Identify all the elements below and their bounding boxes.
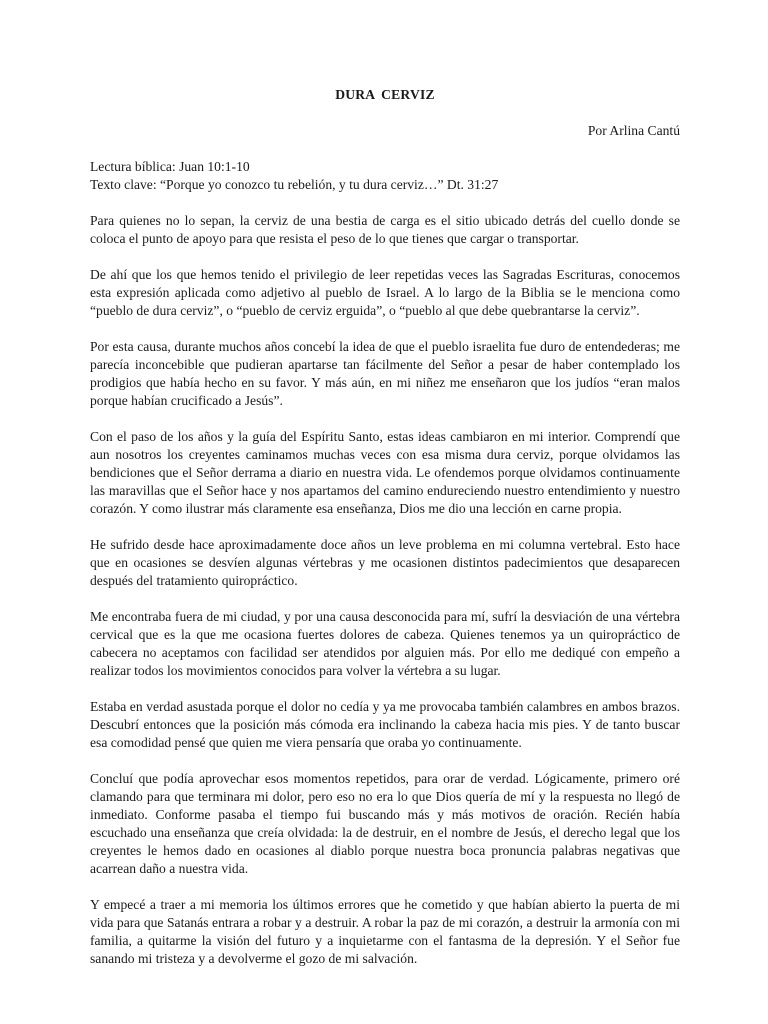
key-text: Texto clave: “Porque yo conozco tu rebelión, y tu dura cerviz…” Dt. 31:27 [90,177,499,192]
paragraph-5: He sufrido desde hace aproximadamente doce años un leve problema en mi columna vertebral. Esto hace que en ocasiones se desvíen algunas vértebras y me ocasionen distintos padecimientos que desaparecen después del tratamiento quiropráctico. [90,537,680,588]
document-author: Por Arlina Cantú [587,123,680,138]
document-page [90,86,680,986]
paragraph-6: Me encontraba fuera de mi ciudad, y por una causa desconocida para mí, sufrí la desviación de una vértebra cervical que es la que me ocasiona fuertes dolores de cabeza. Quienes tenemos ya un quiropráctico de cabecera no aceptamos con facilidad ser atendidos por alguien más. Por ello me dediqué con empeño a realizar todos los movimientos conocidos para volver la vértebra a su lugar. [90,609,680,678]
paragraph-7: Estaba en verdad asustada porque el dolor no cedía y ya me provocaba también calambres en ambos brazos. Descubrí entonces que la posición más cómoda era inclinando la cabeza hacia mis pies. Y de tanto buscar esa comodidad pensé que quien me viera pensaría que oraba yo continuamente. [90,699,680,750]
scripture-references [90,158,680,194]
paragraph-9: Y empecé a traer a mi memoria los últimos errores que he cometido y que habían abierto la puerta de mi vida para que Satanás entrara a robar y a destruir. A robar la paz de mi corazón, a destruir la armonía con mi familia, a quitarme la visión del futuro y a inquietarme con el fantasma de la depresión. Y el Señor fue sanando mi tristeza y a devolverme el gozo de mi salvación. [90,897,680,966]
paragraph-3: Por esta causa, durante muchos años concebí la idea de que el pueblo israelita fue duro de entendederas; me parecía inconcebible que pudieran apartarse tan fácilmente del Señor a pesar de haber contemplado los prodigios que había hecho en su favor. Y más aún, en mi niñez me enseñaron que los judíos “eran malos porque habían crucificado a Jesús”. [90,339,680,408]
paragraph-4: Con el paso de los años y la guía del Espíritu Santo, estas ideas cambiaron en mi interior. Comprendí que aun nosotros los creyentes caminamos muchas veces con esa misma dura cerviz, porque olvidamos las bendiciones que el Señor derrama a diario en nuestra vida. Le ofendemos porque olvidamos continuamente las maravillas que el Señor hace y nos apartamos del camino endureciendo nuestro entendimiento y nuestro corazón. Y como ilustrar más claramente esa enseñanza, Dios me dio una lección en carne propia. [90,429,680,516]
document-title: DURA CERVIZ [335,87,435,102]
reading-reference: Lectura bíblica: Juan 10:1-10 [90,159,250,174]
paragraph-1: Para quienes no lo sepan, la cerviz de una bestia de carga es el sitio ubicado detrás del cuello donde se coloca el punto de apoyo para que resista el peso de lo que tienes que cargar o transportar. [90,213,680,246]
paragraph-2: De ahí que los que hemos tenido el privilegio de leer repetidas veces las Sagradas Escrituras, conocemos esta expresión aplicada como adjetivo al pueblo de Israel. A lo largo de la Biblia se le menciona como “pueblo de dura cerviz”, o “pueblo de cerviz erguida”, o “pueblo al que debe quebrantarse la cerviz”. [90,267,680,318]
paragraph-8: Concluí que podía aprovechar esos momentos repetidos, para orar de verdad. Lógicamente, primero oré clamando para que terminara mi dolor, pero eso no era lo que Dios quería de mí y la respuesta no llegó de inmediato. Conforme pasaba el tiempo fui buscando más y más motivos de oración. Recién había escuchado una enseñanza que creía olvidada: la de destruir, en el nombre de Jesús, el derecho legal que los creyentes le hemos dado en ocasiones al diablo porque nuestra boca pronuncia palabras negativas que acarrean daño a nuestra vida. [90,771,680,876]
